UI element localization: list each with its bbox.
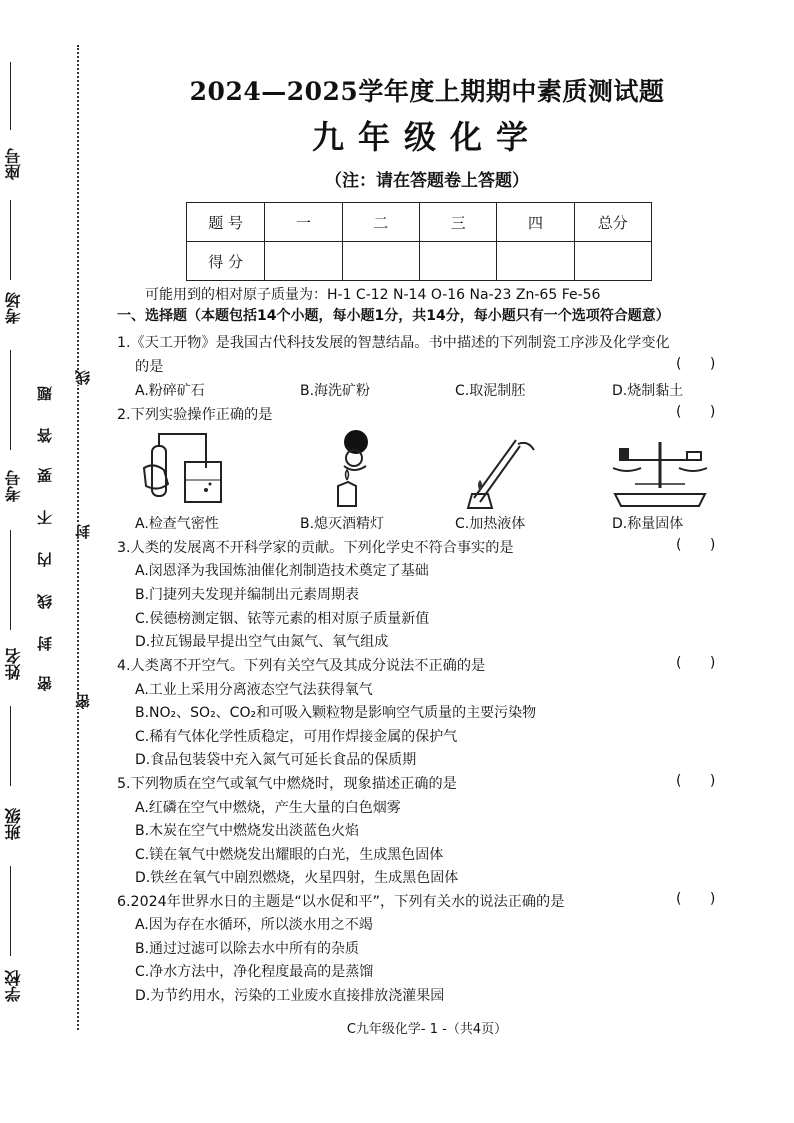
question-stem: 1.《天工开物》是我国古代科技发展的智慧结晶。书中描述的下列制瓷工序涉及化学变化	[117, 335, 670, 351]
option: A.工业上采用分离液态空气法获得氧气	[135, 682, 373, 698]
name-line	[10, 530, 11, 630]
school-label: 学校	[4, 970, 23, 1002]
option: C.镁在氧气中燃烧发出耀眼的白光，生成黑色固体	[135, 847, 444, 863]
option: B.木炭在空气中燃烧发出淡蓝色火焰	[135, 823, 360, 839]
seal-mark-line: 线	[74, 370, 92, 385]
option: A.红磷在空气中燃烧，产生大量的白色烟雾	[135, 800, 401, 816]
option: C.净水方法中，净化程度最高的是蒸馏	[135, 964, 374, 980]
seal-note-char: 内	[36, 552, 54, 567]
score-cell: 总分	[574, 203, 651, 242]
class-label: 班级	[4, 808, 23, 840]
option: D.烧制黏土	[612, 383, 684, 399]
seal-note-char: 题	[36, 386, 54, 401]
option: B.门捷列夫发现并编制出元素周期表	[135, 587, 360, 603]
option: C.加热液体	[455, 516, 526, 532]
question-stem-cont: 的是	[135, 359, 164, 375]
option: B.海洗矿粉	[300, 383, 371, 399]
page-footer: C九年级化学- 1 -（共4页）	[346, 1022, 508, 1037]
seal-note-char: 答	[36, 428, 54, 443]
option: D.食品包装袋中充入氮气可延长食品的保质期	[135, 752, 417, 768]
seal-note-char: 要	[36, 468, 54, 483]
option: C.稀有气体化学性质稳定，可用作焊接金属的保护气	[135, 729, 458, 745]
answer-paren: ( )	[676, 404, 728, 420]
score-cell: 一	[265, 203, 342, 242]
score-cell: 二	[342, 203, 419, 242]
option: B.熄灭酒精灯	[300, 516, 385, 532]
extinguish-lamp-figure	[318, 428, 388, 510]
question-stem: 4.人类离不开空气。下列有关空气及其成分说法不正确的是	[117, 658, 486, 674]
school-line	[10, 866, 11, 956]
atomic-masses: 可能用到的相对原子质量为：H-1 C-12 N-14 O-16 Na-23 Zn-65 Fe-56	[145, 287, 601, 303]
exam-room-label: 考场	[4, 292, 23, 324]
seal-note-char: 线	[36, 594, 54, 609]
score-cell: 得 分	[187, 242, 265, 281]
question-stem: 6.2024年世界水日的主题是“以水促和平”，下列有关水的说法正确的是	[117, 894, 565, 910]
subject-title: 九年级化学	[311, 118, 542, 156]
score-cell	[419, 242, 496, 281]
binding-strip	[0, 0, 80, 1060]
score-cell	[342, 242, 419, 281]
score-cell	[574, 242, 651, 281]
seal-note-char: 密	[36, 676, 54, 691]
score-cell	[497, 242, 574, 281]
question-stem: 3.人类的发展离不开科学家的贡献。下列化学史不符合事实的是	[117, 540, 514, 556]
option: A.闵恩泽为我国炼油催化剂制造技术奠定了基础	[135, 563, 429, 579]
answer-paren: ( )	[676, 891, 728, 907]
weigh-solid-figure	[605, 428, 715, 510]
seal-mark-secret: 密	[74, 694, 92, 709]
option: A.因为存在水循环，所以淡水用之不竭	[135, 917, 373, 933]
exam-no-label: 座号	[4, 148, 23, 180]
option: D.拉瓦锡最早提出空气由氮气、氧气组成	[135, 634, 389, 650]
answer-paren: ( )	[676, 773, 728, 789]
option: A.检查气密性	[135, 516, 219, 532]
score-cell: 题 号	[187, 203, 265, 242]
option: C.取泥制胚	[455, 383, 526, 399]
heat-liquid-figure	[458, 428, 548, 510]
seal-note-char: 封	[36, 636, 54, 651]
class-line	[10, 706, 11, 786]
score-value-row	[187, 242, 652, 281]
answer-paren: ( )	[676, 537, 728, 553]
option: B.NO₂、SO₂、CO₂和可吸入颗粒物是影响空气质量的主要污染物	[135, 705, 537, 721]
score-cell: 三	[419, 203, 496, 242]
name-label: 姓名	[4, 648, 23, 680]
question-stem: 2.下列实验操作正确的是	[117, 407, 273, 423]
seal-note-char: 不	[36, 510, 54, 525]
seal-mark-seal: 封	[74, 524, 92, 539]
section-heading: 一、选择题（本题包括14个小题，每小题1分，共14分，每小题只有一个选项符合题意）	[117, 308, 670, 324]
score-cell	[265, 242, 342, 281]
score-table	[186, 202, 652, 281]
answer-note: （注：请在答题卷上答题）	[325, 171, 529, 191]
student-no-label: 考号	[4, 470, 23, 502]
option: D.称量固体	[612, 516, 684, 532]
option: D.铁丝在氧气中剧烈燃烧，火星四射，生成黑色固体	[135, 870, 459, 886]
option: A.粉碎矿石	[135, 383, 205, 399]
answer-paren: ( )	[676, 655, 728, 671]
student-no-line	[10, 350, 11, 450]
answer-paren: ( )	[676, 356, 728, 372]
exam-room-line	[10, 200, 11, 280]
exam-title: 2024—2025学年度上期期中素质测试题	[189, 77, 665, 106]
option: C.侯德榜测定铟、铱等元素的相对原子质量新值	[135, 611, 430, 627]
option: B.通过过滤可以除去水中所有的杂质	[135, 941, 360, 957]
airtightness-check-figure	[140, 428, 230, 510]
question-stem: 5.下列物质在空气或氧气中燃烧时，现象描述正确的是	[117, 776, 457, 792]
option: D.为节约用水，污染的工业废水直接排放浇灌果园	[135, 988, 445, 1004]
score-header-row	[187, 203, 652, 242]
score-cell: 四	[497, 203, 574, 242]
